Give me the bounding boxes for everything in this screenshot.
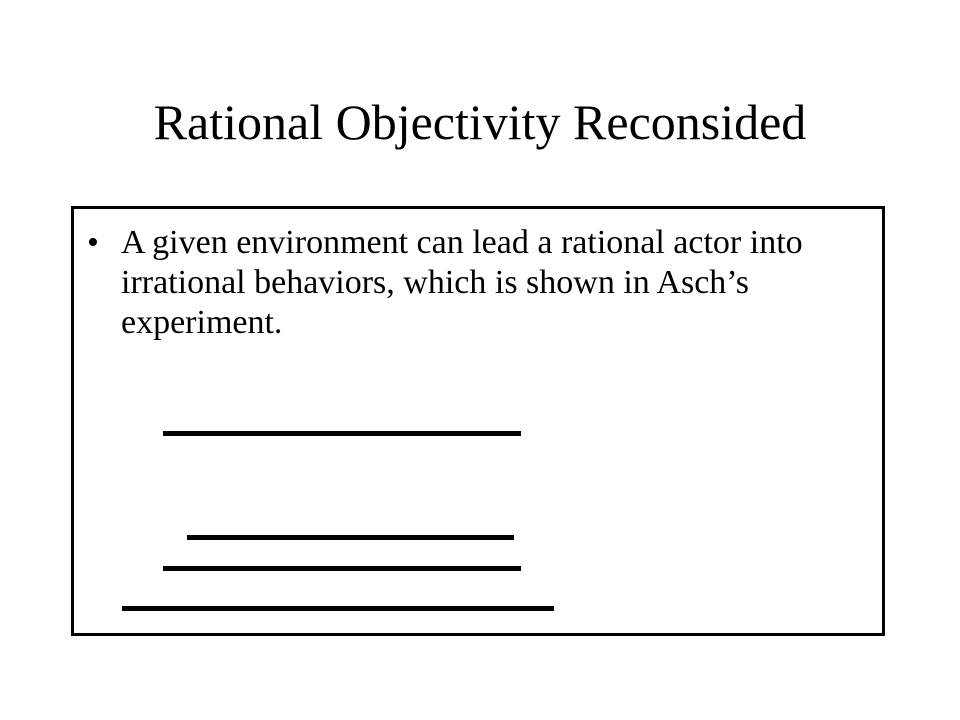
reference-line xyxy=(163,431,521,436)
bullet-icon: • xyxy=(87,224,99,261)
bullet-text: A given environment can lead a rational actor into irrational behaviors, which is shown in Asch’s experiment. xyxy=(121,224,803,341)
content-box xyxy=(71,206,885,636)
comparison-line-a xyxy=(187,535,514,540)
bullet-list xyxy=(87,223,857,343)
slide-title: Rational Objectivity Reconsided xyxy=(153,94,807,150)
comparison-line-b xyxy=(163,566,521,571)
bullet-item xyxy=(87,223,857,343)
comparison-line-c xyxy=(122,606,554,611)
